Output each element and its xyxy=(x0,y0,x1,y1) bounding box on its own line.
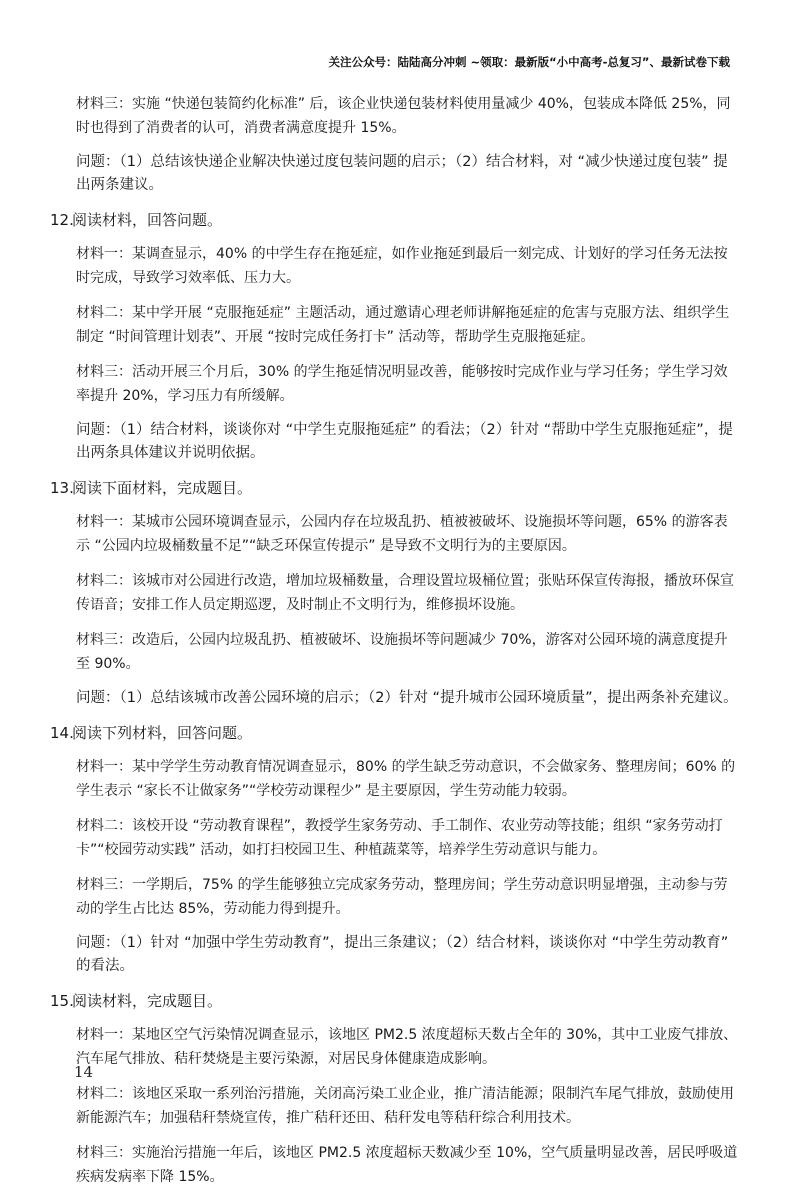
q15-title: 阅读材料，完成题目。 xyxy=(72,992,223,1010)
q13-title: 阅读下面材料，完成题目。 xyxy=(72,479,253,497)
q14-material3: 材料三：一学期后，75% 的学生能够独立完成家务劳动，整理房间；学生劳动意识明显增强，主动参与劳动的学生占比达 85%，劳动能力得到提升。 xyxy=(76,877,728,917)
q12-number: 12. xyxy=(50,211,74,229)
q12-heading xyxy=(50,208,740,232)
q14-title: 阅读下列材料，回答问题。 xyxy=(72,724,253,742)
q13-material3: 材料三：改造后，公园内垃圾乱扔、植被破坏、设施损坏等问题减少 70%，游客对公园环境的满意度提升至 90%。 xyxy=(76,632,728,672)
q13-question: 问题：（1）总结该城市改善公园环境的启示；（2）针对 “提升城市公园环境质量”，提出两条补充建议。 xyxy=(76,690,738,706)
q13-material2: 材料二：该城市对公园进行改造，增加垃圾桶数量，合理设置垃圾桶位置；张贴环保宣传海报，播放环保宣传语音；安排工作人员定期巡逻，及时制止不文明行为，维修损坏设施。 xyxy=(76,573,734,613)
q14-number: 14. xyxy=(50,724,74,742)
q15-material3: 材料三：实施治污措施一年后，该地区 PM2.5 浓度超标天数减少至 10%，空气质量明显改善，居民呼吸道疾病发病率下降 15%。 xyxy=(76,1145,738,1185)
q15-number: 15. xyxy=(50,992,74,1010)
document-body xyxy=(50,92,740,1200)
q15-material2: 材料二：该地区采取一系列治污措施，关闭高污染工业企业，推广清洁能源；限制汽车尾气排放，鼓励使用新能源汽车；加强秸秆禁烧宣传，推广秸秆还田、秸秆发电等秸秆综合利用技术。 xyxy=(76,1086,734,1126)
q12-material2: 材料二：某中学开展 “克服拖延症” 主题活动，通过邀请心理老师讲解拖延症的危害与克服方法、组织学生制定 “时间管理计划表”、开展 “按时完成任务打卡” 活动等，帮助学生克服拖延症。 xyxy=(76,305,730,345)
q14-material2: 材料二：该校开设 “劳动教育课程”，教授学生家务劳动、手工制作、农业劳动等技能；组织 “家务劳动打卡”“校园劳动实践” 活动，如打扫校园卫生、种植蔬菜等，培养学生劳动意识与能力。 xyxy=(76,818,723,858)
q12-title: 阅读材料，回答问题。 xyxy=(72,211,223,229)
q15-material1: 材料一：某地区空气污染情况调查显示，该地区 PM2.5 浓度超标天数占全年的 30%，其中工业废气排放、汽车尾气排放、秸秆焚烧是主要污染源，对居民身体健康造成影响。 xyxy=(76,1027,738,1067)
q13-number: 13. xyxy=(50,479,74,497)
q14-question: 问题：（1）针对 “加强中学生劳动教育”，提出三条建议；（2）结合材料，谈谈你对 “中学生劳动教育” 的看法。 xyxy=(76,935,729,974)
q13-material1: 材料一：某城市公园环境调查显示，公园内存在垃圾乱扔、植被被破坏、设施损坏等问题，65% 的游客表示 “公园内垃圾桶数量不足”“缺乏环保宣传提示” 是导致不文明行为的主要原因。 xyxy=(76,514,728,554)
q12-material1: 材料一：某调查显示，40% 的中学生存在拖延症，如作业拖延到最后一刻完成、计划好的学习任务无法按时完成，导致学习效率低、压力大。 xyxy=(76,246,728,286)
page-header: 关注公众号：陆陆高分冲刺 ~领取：最新版“小中高考-总复习”、最新试卷下载 xyxy=(328,55,730,69)
q12-question: 问题：（1）结合材料，谈谈你对 “中学生克服拖延症” 的看法；（2）针对 “帮助中学生克服拖延症”，提出两条具体建议并说明依据。 xyxy=(76,422,733,461)
q14-material1: 材料一：某中学学生劳动教育情况调查显示，80% 的学生缺乏劳动意识，不会做家务、整理房间；60% 的学生表示 “家长不让做家务”“学校劳动课程少” 是主要原因，学生劳动能力较弱。 xyxy=(76,759,736,799)
q12-material3: 材料三：活动开展三个月后，30% 的学生拖延情况明显改善，能够按时完成作业与学习任务；学生学习效率提升 20%，学习压力有所缓解。 xyxy=(76,364,728,404)
q13-heading xyxy=(50,476,740,500)
q11-material3: 材料三：实施 “快递包装简约化标准” 后，该企业快递包装材料使用量减少 40%，包装成本降低 25%，同时也得到了消费者的认可，消费者满意度提升 15%。 xyxy=(76,96,731,136)
q14-heading xyxy=(50,721,740,745)
q11-question: 问题：（1）总结该快递企业解决快递过度包装问题的启示；（2）结合材料，对 “减少快递过度包装” 提出两条建议。 xyxy=(76,154,728,193)
q15-heading xyxy=(50,989,740,1013)
page-number: 14 xyxy=(74,1063,94,1081)
